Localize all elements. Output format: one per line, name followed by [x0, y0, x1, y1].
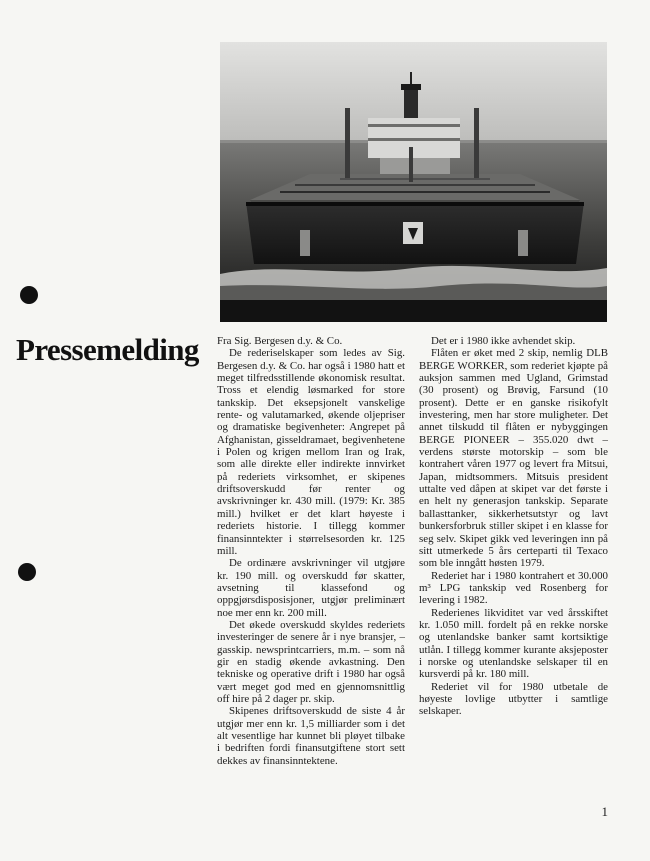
byline: Fra Sig. Bergesen d.y. & Co. — [217, 335, 343, 347]
paragraph: Rederiet har i 1980 kontrahert et 30.000 m³ LPG tankskip ved Rosenberg for levering i 1982. — [419, 569, 608, 607]
paragraph: Rederiet vil for 1980 utbetale de høyeste lovlige utbytter i samtlige selskaper. — [419, 680, 608, 718]
paragraph: Skipenes driftsoverskudd de siste 4 år utgjør mer enn kr. 1,5 milliarder som i det alt vesentlige har kunnet bli pløyet tilbake i bedriften fordi finansutgiftene stort sett dekkes av finansinntektene. — [217, 705, 405, 767]
page-title: Pressemelding — [16, 332, 199, 367]
paragraph: De rederiselskaper som ledes av Sig. Bergesen d.y. & Co. har også i 1980 hatt et meget tilfredsstillende økonomisk resultat. Tross et elendig løsmarked for store tankskip. Det eksepsjonelt vanskelige rente- og valutamarked, økende oljepriser og dramatiske begivenheter: Angrepet på Afghanistan, gisseldramaet, begivenhetene i Polen og krigen mellom Iran og Irak, som alle direkte eller indirekte innvirket på rederiets virksomhet, er skipenes driftsoverskudd før renter og avskrivninger kr. 430 mill. (1979: Kr. 385 mill.) hvilket er det klart høyeste i rederiets historie. I tillegg kommer finansinntekter i størrelsesorden kr. 125 mill. — [217, 347, 405, 557]
paragraph: De ordinære avskrivninger vil utgjøre kr. 190 mill. og overskudd før skatter, avsetning til klassefond og oppgjørsdisposisjoner, utgjør preliminært noe mer enn kr. 200 mill. — [217, 557, 405, 619]
punch-hole-top — [20, 286, 38, 304]
tanker-photo — [220, 42, 607, 322]
paragraph: Rederienes likviditet var ved årsskiftet kr. 1.050 mill. fordelt på en rekke norske og utenlandske banker samt kortsiktige utlån. I tillegg kommer kurante aksjeposter i norske og utenlandske selskaper til en kursverdi på kr. 180 mill. — [419, 606, 608, 681]
paragraph: Det økede overskudd skyldes rederiets investeringer de senere år i nye bransjer, – gasskip. newsprintcarriers, m.m. – som nå gir en stadig økende avkastning. Den tekniske og operative drift i 1980 har også vært meget god med en gjennomsnittlig off hire på 2 dager pr. skip. — [217, 618, 405, 705]
text-column-right — [419, 335, 608, 718]
punch-hole-bottom — [18, 563, 36, 581]
paragraph: Flåten er øket med 2 skip, nemlig DLB BERGE WORKER, som rederiet kjøpte på auksjon sammen med Ugland, Grimstad (30 prosent) og Brøvig, Farsund (10 prosent). Dette er en ganske risikofylt investering, men har store muligheter. Det annet tilskudd til flåten er nybyggingen BERGE PIONEER – 355.020 dwt – verdens største motorskip – som ble kontrahert våren 1977 og levert fra Mitsui, Japan, midtsommers. Mitsuis president uttalte ved dåpen at skipet var det første i en helt ny generasjon tankskip. Separate ballasttanker, sikkerhetsutstyr og lavt bunkersforbruk stiller skipet i en klasse for seg selv. Skipet gikk ved leveringen inn på sitt utmerkede 5 års certeparti til Texaco som ble inngått høsten 1979. — [419, 347, 608, 570]
tanker-ship-illustration — [220, 42, 607, 322]
text-column-left — [217, 335, 405, 767]
paragraph: Det er i 1980 ikke avhendet skip. — [431, 335, 576, 347]
page-number: 1 — [601, 804, 608, 819]
